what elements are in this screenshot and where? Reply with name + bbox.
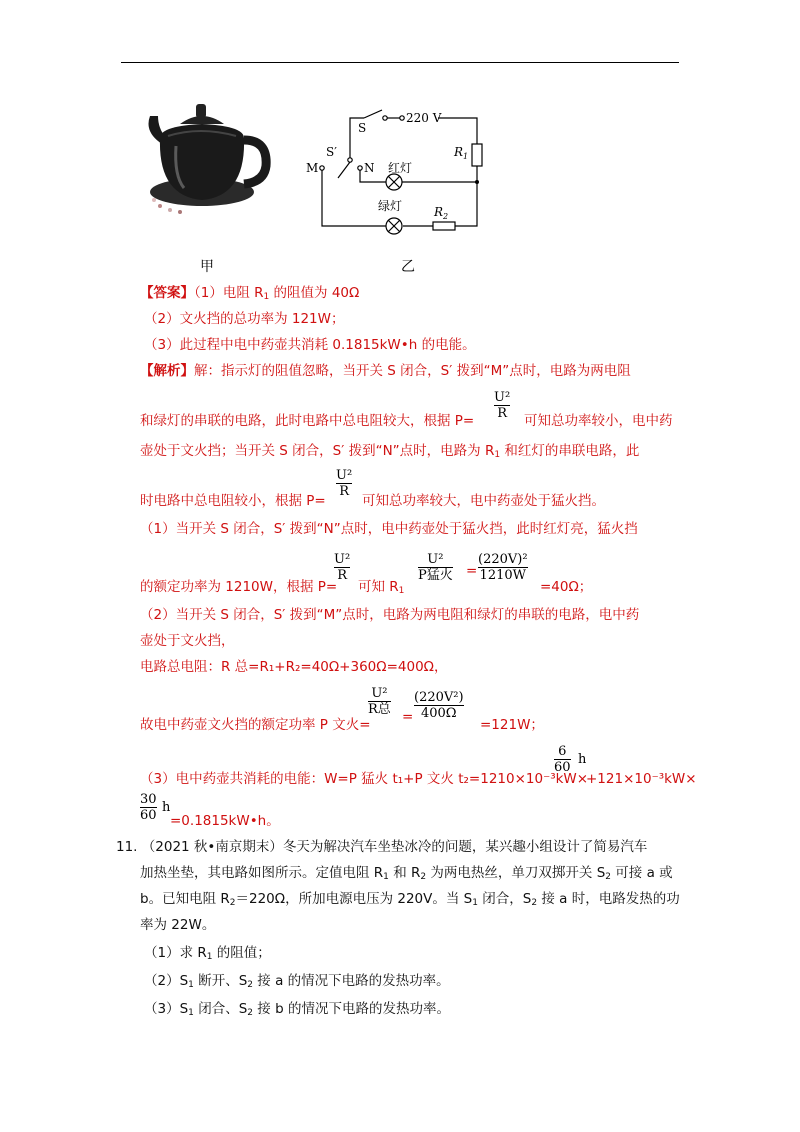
circuit-diagram [300,98,500,246]
analysis-part3-line1b: +121×10⁻³kW× [586,771,697,787]
question-11-line-1: 11. （2021 秋•南京期末）冬天为解决汽车坐垫冰冷的问题，某兴趣小组设计了简易汽车 [116,839,648,855]
fraction-u2-over-r-3: U² R [334,552,351,583]
figure-label-a: 甲 [200,259,214,275]
analysis-part1-eq: = [466,563,478,579]
analysis-part1-line2b: 可知 $R_1$ [358,579,405,596]
figure-label-b: 乙 [401,259,415,275]
fraction-30-over-60: 30 60 [140,792,157,823]
analysis-part2-eq: = [402,709,414,725]
analysis-line-4b: 可知总功率较大，电中药壶处于猛火挡。 [362,493,605,509]
point-m-label: M [306,161,319,175]
green-lamp-label: 绿灯 [378,199,403,213]
fraction-u2-over-r-1: U² R [494,390,511,421]
analysis-part2-line2: 壶处于文火挡， [140,633,235,649]
fraction-u2-over-rzong: U² R总 [368,686,391,717]
analysis-part2-line1: （2）当开关 S 闭合，S′ 拨到“M”点时，电路为两电阻和绿灯的串联的电路，电中药 [140,607,640,623]
question-11-sub-2: $(2)S_1$ 断开、$S_2$ 接 a 的情况下电路的发热功率。 [144,973,450,990]
unit-h-1: h [578,752,587,767]
answer-line-1: 【答案】（1）电阻 $R_1$ 的阻值为 40Ω [140,285,360,302]
kettle-image [140,96,275,221]
fraction-220v2-over-400: (220V²) 400Ω [414,690,464,721]
point-n-label: N [364,161,375,175]
header-rule [121,62,679,63]
analysis-line-1: 【解析】解：指示灯的阻值忽略，当开关 S 闭合，S′ 拨到“M”点时，电路为两电阻 [140,363,631,379]
fraction-220sq-over-1210w: (220V)² 1210W [478,552,528,583]
analysis-part1-line1: （1）当开关 S 闭合，S′ 拨到“N”点时，电中药壶处于猛火挡，此时红灯亮，猛火挡 [140,521,638,537]
question-11-sub-1: （1）求 $R_1$ 的阻值； [144,945,271,962]
answer-line-3: （3）此过程中电中药壶共消耗 0.1815kW•h 的电能。 [144,337,476,353]
analysis-part3-line1a: （3）电中药壶共消耗的电能：W=P 猛火 t₁+P 文火 t₂=1210×10⁻³kW× [140,771,589,787]
question-11-line-3: b。已知电阻 $R_2=220\Omega$，所加电源电压为 220V。当 $S_1$ 闭合，$S_2$ 接 a 时，电路发热的功 [140,891,680,908]
answer-line-2: （2）文火挡的总功率为 121W； [144,311,345,327]
fraction-u2-over-r-2: U² R [336,468,353,499]
question-11-sub-3: $(3)S_1$ 闭合、$S_2$ 接 b 的情况下电路的发热功率。 [144,1001,450,1018]
question-11-line-2: 加热坐垫，其电路如图所示。定值电阻 $R_1$ 和 $R_2$ 为两电热丝，单刀双掷开关 $S_2$ 可接 a 或 [140,865,673,882]
analysis-part1-result: =40Ω； [540,579,593,595]
switch-s-label: S [358,121,367,135]
fraction-u2-over-pmh: U² P猛火 [418,552,453,583]
analysis-part2-line3: 电路总电阻：R 总=R₁+R₂=40Ω+360Ω=400Ω， [140,659,448,675]
unit-h-2: h [162,800,171,815]
r2-label: $R_2$ [434,205,449,221]
analysis-line-2a: 和绿灯的串联的电路，此时电路中总电阻较大，根据 P= [140,413,475,429]
analysis-part1-line2a: 的额定功率为 1210W，根据 P= [140,579,338,595]
switch-s-prime-label: S′ [326,145,337,159]
analysis-line-4a: 时电路中总电阻较小，根据 P= [140,493,326,509]
analysis-line-3: 壶处于文火挡；当开关 S 闭合，S′ 拨到“N”点时，电路为 $R_1$ 和红灯的串联电路，此 [140,443,640,460]
analysis-line-2b: 可知总功率较小，电中药 [524,413,673,429]
analysis-part3-line2: =0.1815kW•h。 [170,813,280,829]
analysis-part2-result: =121W； [480,717,544,733]
question-11-line-4: 率为 22W。 [140,917,216,933]
voltage-label: 220 V [406,111,442,125]
red-lamp-label: 红灯 [388,161,413,175]
r1-label: $R_1$ [454,145,469,161]
fraction-6-over-60: 6 60 [554,744,571,775]
analysis-part2-line4a: 故电中药壶文火挡的额定功率 P 文火= [140,717,371,733]
